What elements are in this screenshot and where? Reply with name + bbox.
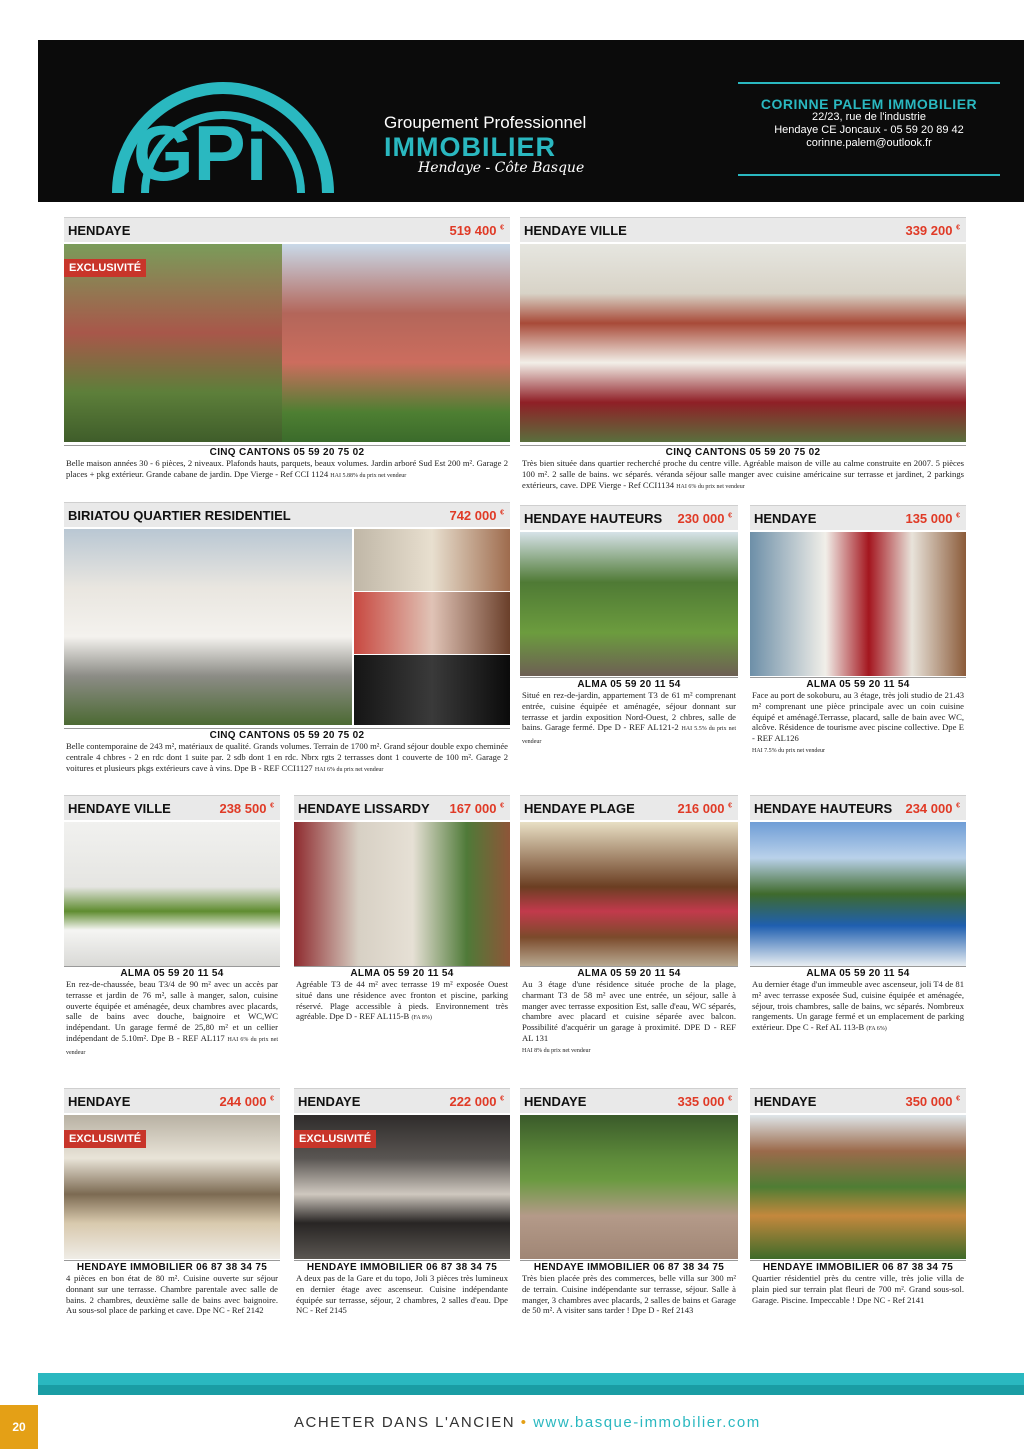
- listing-3[interactable]: [64, 502, 510, 784]
- listing-price: 350 000 €: [905, 1094, 960, 1109]
- listing-photo: [520, 244, 966, 442]
- listing-photo: [354, 655, 510, 725]
- listing-price: 519 400 €: [449, 223, 504, 238]
- agency-name: CORINNE PALEM IMMOBILIER: [760, 96, 978, 112]
- listing-header: [750, 795, 966, 820]
- svg-text:GPi: GPi: [133, 109, 268, 197]
- listing-header: [750, 505, 966, 530]
- listing-header: [520, 1088, 738, 1113]
- listing-header: [294, 795, 510, 820]
- listing-price: 244 000 €: [219, 1094, 274, 1109]
- listing-title: HENDAYE VILLE: [68, 801, 171, 816]
- listing-title: HENDAYE HAUTEURS: [524, 511, 663, 526]
- gpi-logo-icon: [93, 48, 353, 198]
- listing-8[interactable]: [520, 795, 738, 1075]
- listing-header: [750, 1088, 966, 1113]
- listing-6[interactable]: [64, 795, 280, 1075]
- listing-contact: ALMA 05 59 20 11 54: [520, 677, 738, 690]
- listing-description: 4 pièces en bon état de 80 m². Cuisine ouverte sur séjour donnant sur une terrasse. Chambre parentale avec salle de bains. 2 chambres, deuxième salle de bains avec baignoire. Au sous-sol place de parking et cave. Dpe NC - Ref 2142: [66, 1273, 278, 1316]
- listing-photo: [520, 532, 738, 676]
- listing-header: [520, 795, 738, 820]
- header-banner: [38, 40, 1024, 202]
- listing-price: 234 000 €: [905, 801, 960, 816]
- listing-title: HENDAYE: [68, 1094, 131, 1109]
- listing-description: Agréable T3 de 44 m² avec terrasse 19 m² exposée Ouest situé dans une résidence avec fronton et piscine, parking réservé. Plage accessible à pieds. Environnement très agréable. Dpe D - REF AL115-B (FA 8%): [296, 979, 508, 1022]
- footer-bullet: •: [520, 1414, 528, 1431]
- listing-contact: CINQ CANTONS 05 59 20 75 02: [64, 728, 510, 741]
- listing-contact: HENDAYE IMMOBILIER 06 87 38 34 75: [520, 1260, 738, 1273]
- listing-12[interactable]: [520, 1088, 738, 1348]
- agency-phone: Hendaye CE Joncaux - 05 59 20 89 42: [774, 124, 964, 136]
- listing-description: A deux pas de la Gare et du topo, Joli 3 pièces très lumineux en dernier étage avec ascenseur. Cuisine indépendante équipée sur terrasse, séjour, 2 chambres, 2 salles d'eau. Dpe NC - Ref 2145: [296, 1273, 508, 1316]
- listing-title: HENDAYE VILLE: [524, 223, 627, 238]
- listing-13[interactable]: [750, 1088, 966, 1348]
- listing-photo: [750, 532, 966, 676]
- listing-description: Au 3 étage d'une résidence située proche de la plage, charmant T3 de 58 m² avec une entrée, un séjour, salle à manger avec terrasse exposition Est, salle d'eau, WC séparés, chambre avec placard et cuisine séparée avec balcon. Possibilité d'acquérir un garage à proximité. DPE D - REF AL 131 HAI 8% du prix net vendeur: [522, 979, 736, 1054]
- listing-price: 222 000 €: [449, 1094, 504, 1109]
- footer-text: [294, 1414, 761, 1431]
- agency-email[interactable]: corinne.palem@outlook.fr: [806, 137, 932, 149]
- listing-2[interactable]: [520, 217, 966, 497]
- agency-block: [738, 82, 1000, 176]
- listing-photo: [354, 592, 510, 654]
- listing-header: [294, 1088, 510, 1113]
- listing-photo: [64, 529, 352, 725]
- footer-website-link[interactable]: www.basque-immobilier.com: [533, 1414, 761, 1431]
- listing-description: Au dernier étage d'un immeuble avec ascenseur, joli T4 de 81 m² avec terrasse exposée Sud, cuisine équipée et aménagée, séjour, trois chambres, salle de bains, wc séparés. Nombreux rangements. Un garage fermé et un emplacement de parking extérieur. Dpe C - Ref AL 113-B (FA 6%): [752, 979, 964, 1033]
- listing-contact: ALMA 05 59 20 11 54: [64, 966, 280, 979]
- listing-header: [64, 217, 510, 242]
- listing-title: HENDAYE: [754, 1094, 817, 1109]
- listing-description: Très bien placée près des commerces, belle villa sur 300 m² de terrain. Cuisine indépendante sur terrasse, séjour. Salle à manger, 3 chambres avec placards, 2 salles de bains et Garage de 50 m². A visiter sans tarder ! Dpe D - Ref 2143: [522, 1273, 736, 1316]
- listing-photo: [750, 822, 966, 966]
- listing-photo: [282, 244, 510, 442]
- listing-title: HENDAYE PLAGE: [524, 801, 635, 816]
- listing-description: En rez-de-chaussée, beau T3/4 de 90 m² avec un accès par terrasse et jardin de 76 m², salle à manger, salon, cuisine ouverte équipée et aménagée, deux chambres avec placards, salle de bains avec douche, baignoire et WC,WC indépendant. Un garage fermé de 25,80 m² et un cellier indépendant de 5.10m². Dpe B - REF AL117 HAI 6% du prix net vendeur: [66, 979, 278, 1056]
- org-subtitle: Hendaye - Côte Basque: [418, 160, 585, 176]
- listing-price: 742 000 €: [449, 508, 504, 523]
- listing-title: HENDAYE HAUTEURS: [754, 801, 893, 816]
- listing-photo: [64, 822, 280, 966]
- listing-description: Belle maison années 30 - 6 pièces, 2 niveaux. Plafonds hauts, parquets, beaux volumes. Jardin arboré Sud Est 200 m². Garage 2 places + pkg extérieur. Grande cabane de jardin. Dpe Vierge - Ref CCI 1124 HAI 5.88% du prix net vendeur: [66, 458, 508, 479]
- listing-4[interactable]: [520, 505, 738, 765]
- listing-title: BIRIATOU QUARTIER RESIDENTIEL: [68, 508, 291, 523]
- listing-title: HENDAYE: [524, 1094, 587, 1109]
- listing-price: 339 200 €: [905, 223, 960, 238]
- listing-header: [64, 795, 280, 820]
- listing-contact: CINQ CANTONS 05 59 20 75 02: [520, 445, 966, 458]
- org-immobilier: IMMOBILIER: [384, 132, 556, 162]
- footer-bar-shadow: [38, 1385, 1024, 1395]
- page-number: 20: [0, 1405, 38, 1449]
- exclusivity-badge: EXCLUSIVITÉ: [294, 1130, 376, 1148]
- listing-5[interactable]: [750, 505, 966, 767]
- listing-header: [520, 217, 966, 242]
- listing-title: HENDAYE LISSARDY: [298, 801, 430, 816]
- listing-contact: HENDAYE IMMOBILIER 06 87 38 34 75: [294, 1260, 510, 1273]
- listing-description: Belle contemporaine de 243 m², matériaux de qualité. Grands volumes. Terrain de 1700 m². Grand séjour double expo cheminée centrale 4 chbres - 2 en rdc dont 1 suite par. 2 sdb dont 1 en rdc. Nbrx rgts 2 terrasses dont 1 couverte de 100 m². Garage 2 voitures et plusieurs pkgs extérieurs cave à vins. Dpe B - REF CCI1127 HAI 6% du prix net vendeur: [66, 741, 508, 773]
- exclusivity-badge: EXCLUSIVITÉ: [64, 1130, 146, 1148]
- agency-address: 22/23, rue de l'industrie: [811, 111, 926, 123]
- listing-contact: ALMA 05 59 20 11 54: [294, 966, 510, 979]
- listing-photo: [294, 822, 510, 966]
- listing-photo: [520, 822, 738, 966]
- listing-header: [64, 1088, 280, 1113]
- listing-header: [520, 505, 738, 530]
- exclusivity-badge: EXCLUSIVITÉ: [64, 259, 146, 277]
- listing-9[interactable]: [750, 795, 966, 1075]
- listing-header: [64, 502, 510, 527]
- listing-price: 167 000 €: [449, 801, 504, 816]
- listing-title: HENDAYE: [68, 223, 131, 238]
- listing-contact: CINQ CANTONS 05 59 20 75 02: [64, 445, 510, 458]
- org-title: Groupement Professionnel: [384, 113, 587, 132]
- listing-contact: ALMA 05 59 20 11 54: [750, 966, 966, 979]
- listing-photo: [750, 1115, 966, 1259]
- listing-10[interactable]: [64, 1088, 280, 1348]
- listing-price: 216 000 €: [677, 801, 732, 816]
- listing-contact: HENDAYE IMMOBILIER 06 87 38 34 75: [64, 1260, 280, 1273]
- listing-1[interactable]: [64, 217, 510, 497]
- listing-7[interactable]: [294, 795, 510, 1075]
- listing-contact: HENDAYE IMMOBILIER 06 87 38 34 75: [750, 1260, 966, 1273]
- listing-contact: ALMA 05 59 20 11 54: [520, 966, 738, 979]
- listing-contact: ALMA 05 59 20 11 54: [750, 677, 966, 690]
- listing-photo: [354, 529, 510, 591]
- listing-title: HENDAYE: [298, 1094, 361, 1109]
- listing-photo: [520, 1115, 738, 1259]
- listing-description: Très bien située dans quartier recherché proche du centre ville. Agréable maison de ville au calme construite en 2007. 5 pièces 100 m². 2 salle de bains. wc séparés. véranda séjour salle manger avec cuisine américaine sur terrasse et jardinet, 2 parkings extérieurs, cave. DPE Vierge - Ref CCI1134 HAI 6% du prix net vendeur: [522, 458, 964, 490]
- listing-title: HENDAYE: [754, 511, 817, 526]
- listing-description: Situé en rez-de-jardin, appartement T3 de 61 m² comprenant entrée, cuisine équipée et aménagée, séjour donnant sur terrasse et jardin exposition Nord-Ouest, 2 chbres, salle de bains. Garage fermé. Dpe D - REF AL121-2 HAI 5.5% du prix net vendeur: [522, 690, 736, 746]
- listing-description: Face au port de sokoburu, au 3 étage, très joli studio de 21.43 m² comprenant une pièce principale avec un coin cuisine équipé et aménagé.Terrasse, placard, salle de bain avec WC, alcôve. Résidence de tourisme avec piscine collective. Dpe E - REF AL126 HAI 7.5% du prix net vendeur: [752, 690, 964, 754]
- footer-slogan: ACHETER DANS L'ANCIEN: [294, 1414, 516, 1431]
- listing-price: 335 000 €: [677, 1094, 732, 1109]
- listing-price: 238 500 €: [219, 801, 274, 816]
- listing-price: 135 000 €: [905, 511, 960, 526]
- listing-price: 230 000 €: [677, 511, 732, 526]
- listing-description: Quartier résidentiel près du centre ville, très jolie villa de plain pied sur terrain plat fleuri de 700 m². Grand sous-sol. Garage. Piscine. Impeccable ! Dpe NC - Ref 2141: [752, 1273, 964, 1305]
- listing-11[interactable]: [294, 1088, 510, 1348]
